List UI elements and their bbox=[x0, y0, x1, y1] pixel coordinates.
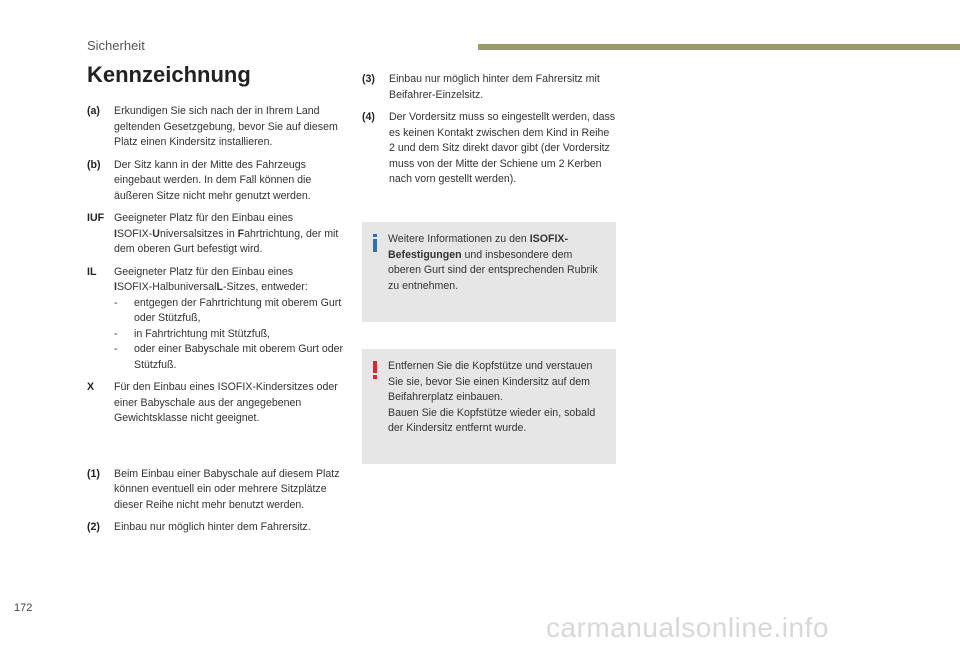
entry-code: (4) bbox=[362, 111, 375, 123]
info-text: Weitere Informationen zu den bbox=[388, 233, 530, 245]
right-column bbox=[362, 72, 618, 188]
section-label: Sicherheit bbox=[87, 38, 145, 53]
entry-text: Der Vordersitz muss so eingestellt werden, dass es keinen Kontakt zwischen dem Kind in Reihe 2 und dem Sitz direkt davor gibt (der Vordersitz muss von der Mitte der Schiene um 2 Kerben nach vorn gestellt werden). bbox=[389, 111, 616, 185]
entry-code: (1) bbox=[87, 467, 100, 480]
entry-b bbox=[87, 158, 347, 205]
entry-iuf bbox=[87, 211, 347, 258]
text-bold: I bbox=[114, 227, 117, 240]
entry-text bbox=[114, 211, 347, 258]
entry-il bbox=[87, 265, 347, 374]
page-title: Kennzeichnung bbox=[87, 62, 251, 87]
note-2 bbox=[87, 520, 347, 536]
info-icon bbox=[370, 234, 380, 252]
list-item: - entgegen der Fahrtrichtung mit oberem Gurt oder Stützfuß, bbox=[114, 296, 347, 327]
text-part: Geeigneter Platz für den Einbau eines bbox=[114, 265, 294, 278]
entry-text: Erkundigen Sie sich nach der in Ihrem Land geltenden Gesetzgebung, bevor Sie auf diesem Platz einen Kindersitz installieren. bbox=[114, 105, 338, 148]
warning-box bbox=[362, 349, 616, 464]
entry-code: IL bbox=[87, 265, 97, 278]
info-text: und insbesondere dem oberen Gurt sind der entsprechenden Rubrik zu entnehmen. bbox=[388, 248, 598, 292]
text-bold: U bbox=[152, 227, 160, 240]
text-part: niversalsitzes in bbox=[159, 227, 238, 240]
entry-code: (2) bbox=[87, 521, 100, 533]
warning-text: Bauen Sie die Kopfstütze wieder ein, sobald der Kindersitz entfernt wurde. bbox=[388, 406, 596, 434]
note-4 bbox=[362, 110, 618, 188]
entry-code: IUF bbox=[87, 212, 105, 224]
entry-x bbox=[87, 380, 347, 427]
warning-icon bbox=[370, 361, 380, 379]
entry-text: Einbau nur möglich hinter dem Fahrersitz. bbox=[114, 521, 311, 533]
note-1 bbox=[87, 467, 347, 514]
text-part: -Sitzes, entweder: bbox=[222, 281, 308, 293]
page-number: 172 bbox=[14, 602, 33, 614]
text-part: ahrtrichtung, der mit dem oberen Gurt befestigt wird. bbox=[114, 227, 339, 255]
section-accent-bar bbox=[478, 44, 960, 50]
watermark: carmanualsonline.info bbox=[546, 612, 829, 643]
entry-text: Beim Einbau einer Babyschale auf diesem Platz können eventuell ein oder mehrere Sitzplätze dieser Reihe nicht mehr benutzt werden. bbox=[114, 467, 340, 511]
text-part: Geeigneter Platz für den Einbau eines bbox=[114, 212, 294, 224]
note-3 bbox=[362, 72, 618, 103]
entry-code: (3) bbox=[362, 73, 375, 85]
text-part: SOFIX- bbox=[116, 227, 153, 240]
entry-text: Der Sitz kann in der Mitte des Fahrzeugs eingebaut werden. In dem Fall können die äußeren Sitze nicht mehr genutzt werden. bbox=[114, 158, 312, 202]
info-box bbox=[362, 222, 616, 322]
text-bold: I bbox=[114, 281, 117, 293]
entry-code: X bbox=[87, 381, 95, 393]
list-item-text: entgegen der Fahrtrichtung mit oberem Gurt oder Stützfuß, bbox=[134, 296, 342, 324]
entry-code: (b) bbox=[87, 158, 101, 171]
entry-text bbox=[114, 265, 347, 374]
list-item: - oder einer Babyschale mit oberem Gurt oder Stützfuß. bbox=[114, 342, 347, 373]
list-item-text: in Fahrtrichtung mit Stützfuß, bbox=[134, 327, 271, 340]
entry-a bbox=[87, 104, 347, 151]
entry-code: (a) bbox=[87, 105, 100, 117]
list-item-text: oder einer Babyschale mit oberem Gurt oder Stützfuß. bbox=[134, 343, 344, 371]
entry-text: Einbau nur möglich hinter dem Fahrersitz mit Beifahrer-Einzelsitz. bbox=[389, 73, 600, 101]
text-bold: L bbox=[216, 281, 223, 293]
left-column bbox=[87, 104, 347, 536]
list-item: - in Fahrtrichtung mit Stützfuß, bbox=[114, 327, 347, 343]
info-text-bold: ISOFIX-Befestigungen bbox=[388, 233, 568, 261]
text-bold: F bbox=[237, 227, 245, 240]
text-part: SOFIX-Halbuniversal bbox=[116, 281, 217, 293]
entry-text: Für den Einbau eines ISOFIX-Kindersitzes oder einer Babyschale aus der angegebenen Gewichtsklasse nicht geeignet. bbox=[114, 381, 338, 424]
warning-text: Entfernen Sie die Kopfstütze und verstauen Sie sie, bevor Sie einen Kindersitz auf dem Beifahrerplatz einbauen. bbox=[388, 360, 593, 403]
